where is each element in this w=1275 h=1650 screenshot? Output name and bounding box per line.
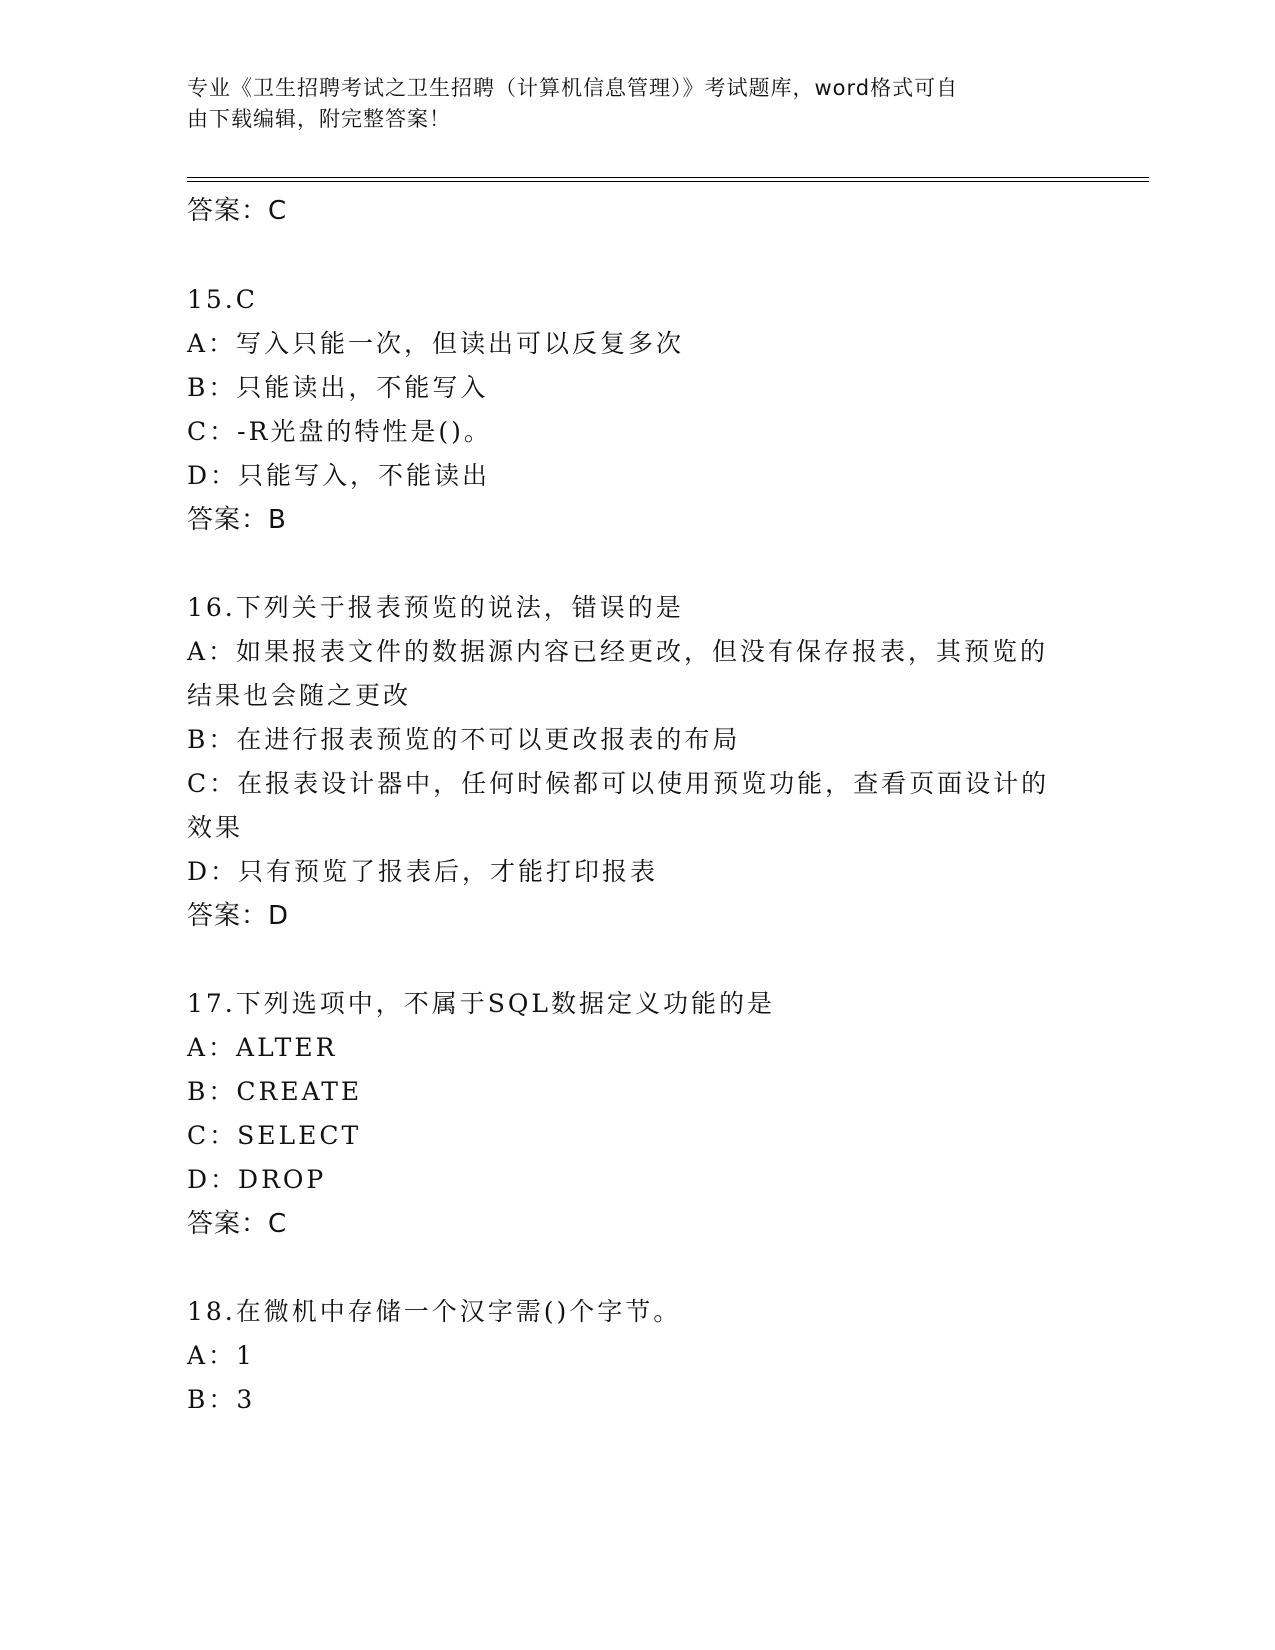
question-option: B：3: [187, 1385, 256, 1414]
answer-line: 答案：D: [187, 901, 290, 931]
question-stem: 16.下列关于报表预览的说法，错误的是: [187, 593, 684, 622]
question-stem: 17.下列选项中，不属于SQL数据定义功能的是: [187, 989, 775, 1018]
header-line-2: 由下载编辑，附完整答案！: [187, 107, 451, 131]
question-option: A：ALTER: [187, 1033, 338, 1062]
question-option: B：只能读出，不能写入: [187, 373, 489, 402]
document-header: [187, 73, 1087, 135]
question-option: D：只有预览了报表后，才能打印报表: [187, 857, 659, 886]
header-divider-top: [187, 177, 1149, 178]
question-option: C：-R光盘的特性是()。: [187, 417, 492, 446]
answer-line: 答案：C: [187, 196, 288, 226]
question-option-continued: 效果: [187, 813, 244, 842]
question-option: C：在报表设计器中，任何时候都可以使用预览功能，查看页面设计的: [187, 769, 1050, 798]
header-line-1: 专业《卫生招聘考试之卫生招聘（计算机信息管理）》考试题库，word格式可自: [187, 76, 959, 100]
answer-line: 答案：C: [187, 1209, 288, 1239]
question-option: D：只能写入，不能读出: [187, 461, 491, 490]
question-stem: 15.C: [187, 285, 258, 314]
question-option: A：如果报表文件的数据源内容已经更改，但没有保存报表，其预览的: [187, 637, 1049, 666]
header-divider-bottom: [187, 181, 1149, 182]
question-option: A：写入只能一次，但读出可以反复多次: [187, 329, 685, 358]
answer-line: 答案：B: [187, 505, 287, 535]
question-option: B：在进行报表预览的不可以更改报表的布局: [187, 725, 741, 754]
question-option: D：DROP: [187, 1165, 327, 1194]
question-option: C：SELECT: [187, 1121, 362, 1150]
question-stem: 18.在微机中存储一个汉字需()个字节。: [187, 1297, 682, 1326]
question-option: A：1: [187, 1341, 255, 1370]
question-option: B：CREATE: [187, 1077, 363, 1106]
question-option-continued: 结果也会随之更改: [187, 681, 412, 710]
